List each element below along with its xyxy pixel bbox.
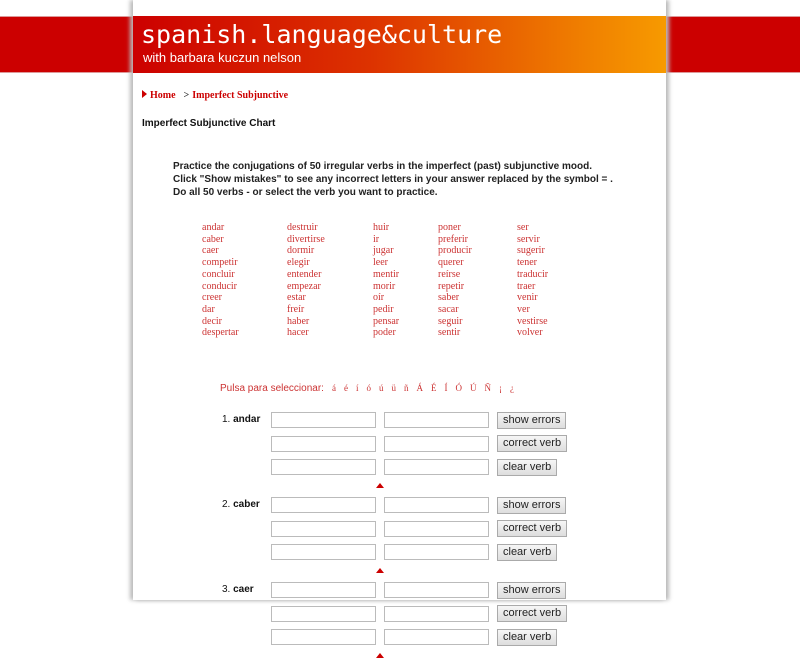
- verb-link[interactable]: haber: [287, 315, 310, 327]
- show-button[interactable]: show errors: [497, 582, 566, 599]
- accent-char-button[interactable]: Ó: [455, 383, 462, 393]
- verb-link[interactable]: poner: [438, 222, 461, 233]
- verb-link[interactable]: empezar: [287, 280, 321, 292]
- accent-char-button[interactable]: Á: [416, 383, 423, 393]
- verb-label: [222, 414, 260, 425]
- verb-link[interactable]: jugar: [373, 245, 394, 257]
- verb-number: 1.: [222, 414, 231, 425]
- conjugation-input[interactable]: [271, 497, 376, 513]
- back-to-top-arrow-icon[interactable]: [376, 653, 384, 658]
- verb-link[interactable]: traducir: [517, 268, 549, 280]
- verb-link[interactable]: sentir: [438, 327, 461, 339]
- conjugation-input[interactable]: [271, 606, 376, 622]
- conjugation-input[interactable]: [271, 412, 376, 428]
- conjugation-input[interactable]: [271, 544, 376, 560]
- conjugation-input[interactable]: [384, 459, 489, 475]
- verb-column: [517, 222, 548, 339]
- accent-char-button[interactable]: Í: [444, 383, 448, 393]
- verb-link[interactable]: concluir: [202, 268, 235, 280]
- verb-link[interactable]: despertar: [202, 327, 239, 339]
- verb-number: 2.: [222, 499, 231, 510]
- accent-char-button[interactable]: í: [355, 383, 359, 393]
- verb-link[interactable]: dar: [202, 303, 215, 315]
- verb-link[interactable]: repetir: [438, 280, 465, 292]
- verb-link[interactable]: andar: [202, 222, 225, 233]
- conjugation-input[interactable]: [384, 412, 489, 428]
- verb-link[interactable]: querer: [438, 257, 464, 269]
- verb-link[interactable]: caber: [202, 233, 224, 245]
- verb-link[interactable]: pensar: [373, 315, 400, 327]
- conjugation-input[interactable]: [271, 629, 376, 645]
- breadcrumb: [142, 90, 288, 101]
- verb-name: andar: [233, 414, 261, 425]
- back-to-top-arrow-icon[interactable]: [376, 483, 384, 488]
- verb-column: [373, 222, 399, 339]
- accent-char-button[interactable]: ü: [391, 383, 396, 393]
- verb-link[interactable]: creer: [202, 292, 222, 304]
- breadcrumb-current[interactable]: Imperfect Subjunctive: [192, 90, 289, 101]
- verb-link[interactable]: dormir: [287, 245, 315, 257]
- conjugation-input[interactable]: [384, 606, 489, 622]
- accent-label: Pulsa para seleccionar:: [220, 383, 324, 394]
- verb-link[interactable]: traer: [517, 280, 536, 292]
- verb-link[interactable]: ir: [373, 233, 380, 245]
- conjugation-input[interactable]: [384, 436, 489, 452]
- verb-column: [438, 222, 472, 339]
- accent-char-button[interactable]: ñ: [403, 383, 409, 393]
- conjugation-input[interactable]: [271, 436, 376, 452]
- triangle-right-icon: [142, 90, 147, 98]
- show-button[interactable]: show errors: [497, 412, 566, 429]
- verb-link[interactable]: destruir: [287, 222, 318, 233]
- conjugation-input[interactable]: [384, 497, 489, 513]
- clear-button[interactable]: clear verb: [497, 629, 557, 646]
- accent-char-button[interactable]: ¿: [509, 383, 514, 393]
- correct-button[interactable]: correct verb: [497, 605, 567, 622]
- verb-link[interactable]: saber: [438, 292, 460, 304]
- accent-picker: [220, 383, 514, 394]
- accent-char-button[interactable]: ó: [366, 383, 371, 393]
- verb-label: [222, 584, 254, 595]
- correct-button[interactable]: correct verb: [497, 435, 567, 452]
- verb-link[interactable]: mentir: [373, 268, 400, 280]
- conjugation-input[interactable]: [271, 521, 376, 537]
- verb-link[interactable]: estar: [287, 292, 306, 304]
- verb-number: 3.: [222, 584, 231, 595]
- verb-link[interactable]: poder: [373, 327, 396, 339]
- verb-column: [287, 222, 325, 339]
- verb-link[interactable]: vestirse: [517, 315, 548, 327]
- breadcrumb-separator: >: [183, 90, 190, 101]
- accent-char-button[interactable]: ¡: [498, 383, 502, 393]
- verb-label: [222, 499, 260, 510]
- verb-column: [202, 222, 239, 339]
- verb-name: caer: [233, 584, 254, 595]
- verb-link[interactable]: tener: [517, 257, 537, 269]
- verb-link[interactable]: leer: [373, 257, 388, 269]
- verb-link[interactable]: sugerir: [517, 245, 545, 257]
- verb-link[interactable]: sacar: [438, 303, 459, 315]
- verb-link[interactable]: preferir: [438, 233, 468, 245]
- verb-link[interactable]: producir: [438, 245, 472, 257]
- verb-link[interactable]: volver: [517, 327, 543, 339]
- verb-link[interactable]: pedir: [373, 303, 394, 315]
- accent-char-button[interactable]: Ú: [469, 383, 477, 393]
- verb-link[interactable]: seguir: [438, 315, 463, 327]
- verb-link[interactable]: venir: [517, 292, 538, 304]
- accent-char-button[interactable]: ú: [378, 383, 384, 393]
- verb-link[interactable]: conducir: [202, 280, 237, 292]
- verb-link[interactable]: freír: [287, 303, 305, 315]
- conjugation-input[interactable]: [384, 629, 489, 645]
- verb-link[interactable]: ver: [517, 303, 530, 315]
- accent-char-button[interactable]: á: [331, 383, 336, 393]
- verb-link[interactable]: reírse: [438, 268, 461, 280]
- verb-link[interactable]: oír: [373, 292, 385, 304]
- intro-text: Practice the conjugations of 50 irregular verbs in the imperfect (past) subjunctive mood. Click "Show mistakes" to see any incorrect letters in your answer replaced by the symbol = . Do all 50 verbs - or select the verb you want to practice.: [173, 161, 613, 198]
- correct-button[interactable]: correct verb: [497, 520, 567, 537]
- clear-button[interactable]: clear verb: [497, 544, 557, 561]
- accent-char-button[interactable]: é: [343, 383, 348, 393]
- conjugation-input[interactable]: [384, 544, 489, 560]
- verb-link[interactable]: servir: [517, 233, 540, 245]
- accent-char-button[interactable]: É: [430, 383, 437, 393]
- show-button[interactable]: show errors: [497, 497, 566, 514]
- conjugation-input[interactable]: [271, 582, 376, 598]
- clear-button[interactable]: clear verb: [497, 459, 557, 476]
- verb-link[interactable]: elegir: [287, 257, 310, 269]
- page-title: Imperfect Subjunctive Chart: [142, 118, 276, 129]
- verb-link[interactable]: decir: [202, 315, 222, 327]
- verb-link[interactable]: competir: [202, 257, 238, 269]
- verb-link[interactable]: ser: [517, 222, 529, 233]
- site-title: spanish.language&culture: [141, 20, 503, 49]
- verb-link[interactable]: caer: [202, 245, 219, 257]
- verb-link[interactable]: huir: [373, 222, 390, 233]
- breadcrumb-home[interactable]: Home: [150, 90, 176, 101]
- verb-link[interactable]: divertirse: [287, 233, 325, 245]
- content-panel: [133, 0, 666, 643]
- back-to-top-arrow-icon[interactable]: [376, 568, 384, 573]
- verb-link[interactable]: morir: [373, 280, 396, 292]
- conjugation-input[interactable]: [384, 521, 489, 537]
- accent-char-button[interactable]: Ñ: [484, 383, 491, 393]
- conjugation-input[interactable]: [271, 459, 376, 475]
- verb-link[interactable]: entender: [287, 268, 322, 280]
- conjugation-input[interactable]: [384, 582, 489, 598]
- site-subtitle: with barbara kuczun nelson: [143, 50, 302, 65]
- site-header: [133, 16, 666, 73]
- verb-name: caber: [233, 499, 260, 510]
- verb-link[interactable]: hacer: [287, 327, 309, 339]
